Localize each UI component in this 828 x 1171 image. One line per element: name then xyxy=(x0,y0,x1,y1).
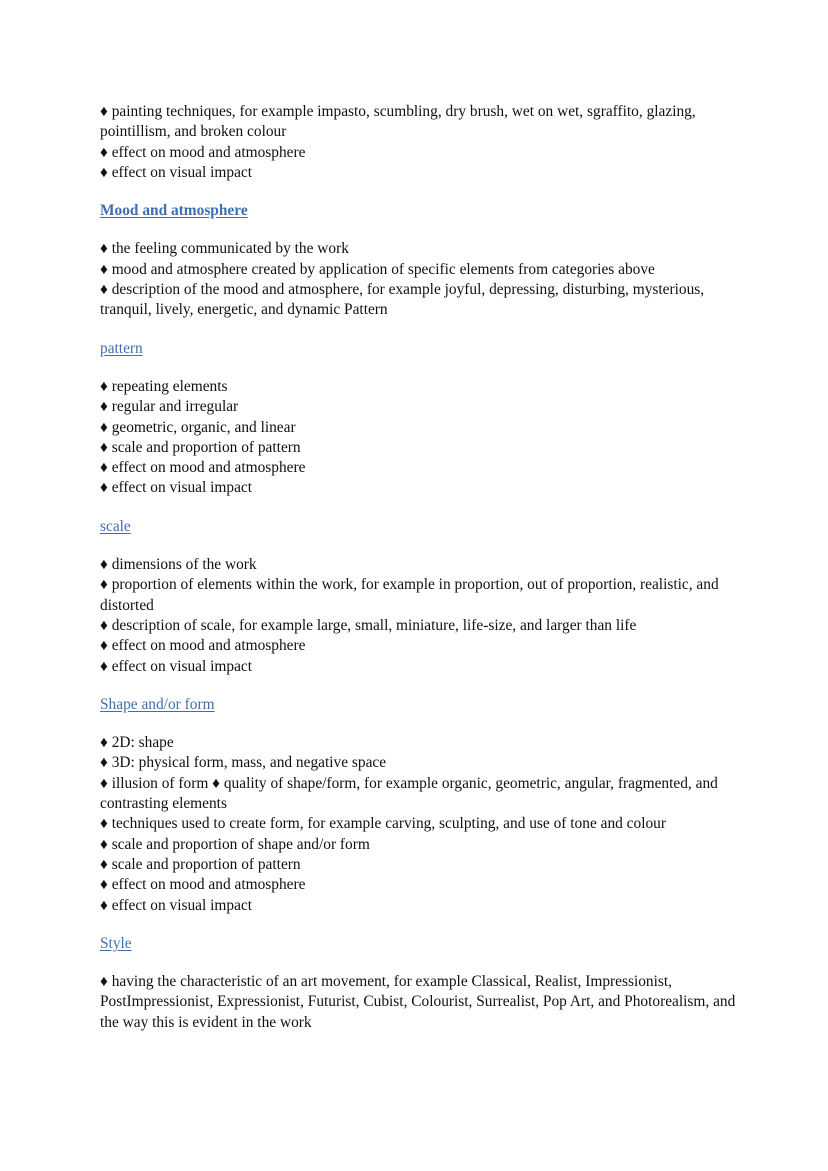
bullet-line: ♦ effect on mood and atmosphere xyxy=(100,459,306,477)
section-heading-pattern: pattern xyxy=(100,339,143,357)
bullet-line: ♦ effect on visual impact xyxy=(100,479,253,497)
section-painting-techniques xyxy=(100,102,740,183)
document-body xyxy=(100,102,740,1033)
bullet-line: ♦ techniques used to create form, for example carving, sculpting, and use of tone and colour xyxy=(100,815,667,833)
section-shape-and-form xyxy=(100,677,740,916)
section-style xyxy=(100,916,740,1033)
section-scale xyxy=(100,499,740,677)
bullet-line: ♦ effect on mood and atmosphere xyxy=(100,876,306,894)
section-heading-shape-and-form: Shape and/or form xyxy=(100,695,215,713)
bullet-line: ♦ effect on visual impact xyxy=(100,163,253,181)
bullet-line: ♦ effect on visual impact xyxy=(100,657,253,675)
bullet-line: ♦ scale and proportion of pattern xyxy=(100,855,301,873)
bullet-line: ♦ repeating elements xyxy=(100,377,228,395)
bullet-line: ♦ scale and proportion of shape and/or form xyxy=(100,835,370,853)
bullet-line: ♦ effect on mood and atmosphere xyxy=(100,143,306,161)
bullet-line: ♦ description of scale, for example large, small, miniature, life-size, and larger than life xyxy=(100,616,637,634)
bullet-line: ♦ geometric, organic, and linear xyxy=(100,418,296,436)
section-mood-and-atmosphere xyxy=(100,183,740,320)
bullet-line: ♦ the feeling communicated by the work xyxy=(100,240,349,258)
bullet-line: ♦ scale and proportion of pattern xyxy=(100,438,301,456)
bullet-line: ♦ effect on mood and atmosphere xyxy=(100,637,306,655)
bullet-line: ♦ 2D: shape xyxy=(100,734,174,752)
bullet-line: ♦ effect on visual impact xyxy=(100,896,253,914)
bullet-line: ♦ description of the mood and atmosphere, for example joyful, depressing, disturbing, mysterious, tranquil, lively, energetic, and dynamic Pattern xyxy=(100,281,705,319)
bullet-line: ♦ 3D: physical form, mass, and negative space xyxy=(100,754,387,772)
bullet-line: ♦ regular and irregular xyxy=(100,398,239,416)
bullet-line: ♦ illusion of form ♦ quality of shape/form, for example organic, geometric, angular, fragmented, and contrasting elements xyxy=(100,774,718,813)
bullet-line: ♦ having the characteristic of an art movement, for example Classical, Realist, Impressionist, PostImpressionist, Expressionist, Futurist, Cubist, Colourist, Surrealist, Pop Art, and Photorealism, and the way this is evident in the work xyxy=(100,973,736,1031)
section-heading-scale: scale xyxy=(100,517,131,535)
bullet-line: ♦ dimensions of the work xyxy=(100,556,257,574)
section-pattern xyxy=(100,321,740,499)
section-heading-style: Style xyxy=(100,934,132,952)
bullet-line: ♦ mood and atmosphere created by application of specific elements from categories above xyxy=(100,260,655,278)
bullet-line: ♦ proportion of elements within the work, for example in proportion, out of proportion, realistic, and distorted xyxy=(100,576,719,614)
bullet-line: ♦ painting techniques, for example impasto, scumbling, dry brush, wet on wet, sgraffito, glazing, pointillism, and broken colour xyxy=(100,103,696,141)
section-heading-mood-and-atmosphere: Mood and atmosphere xyxy=(100,202,248,220)
